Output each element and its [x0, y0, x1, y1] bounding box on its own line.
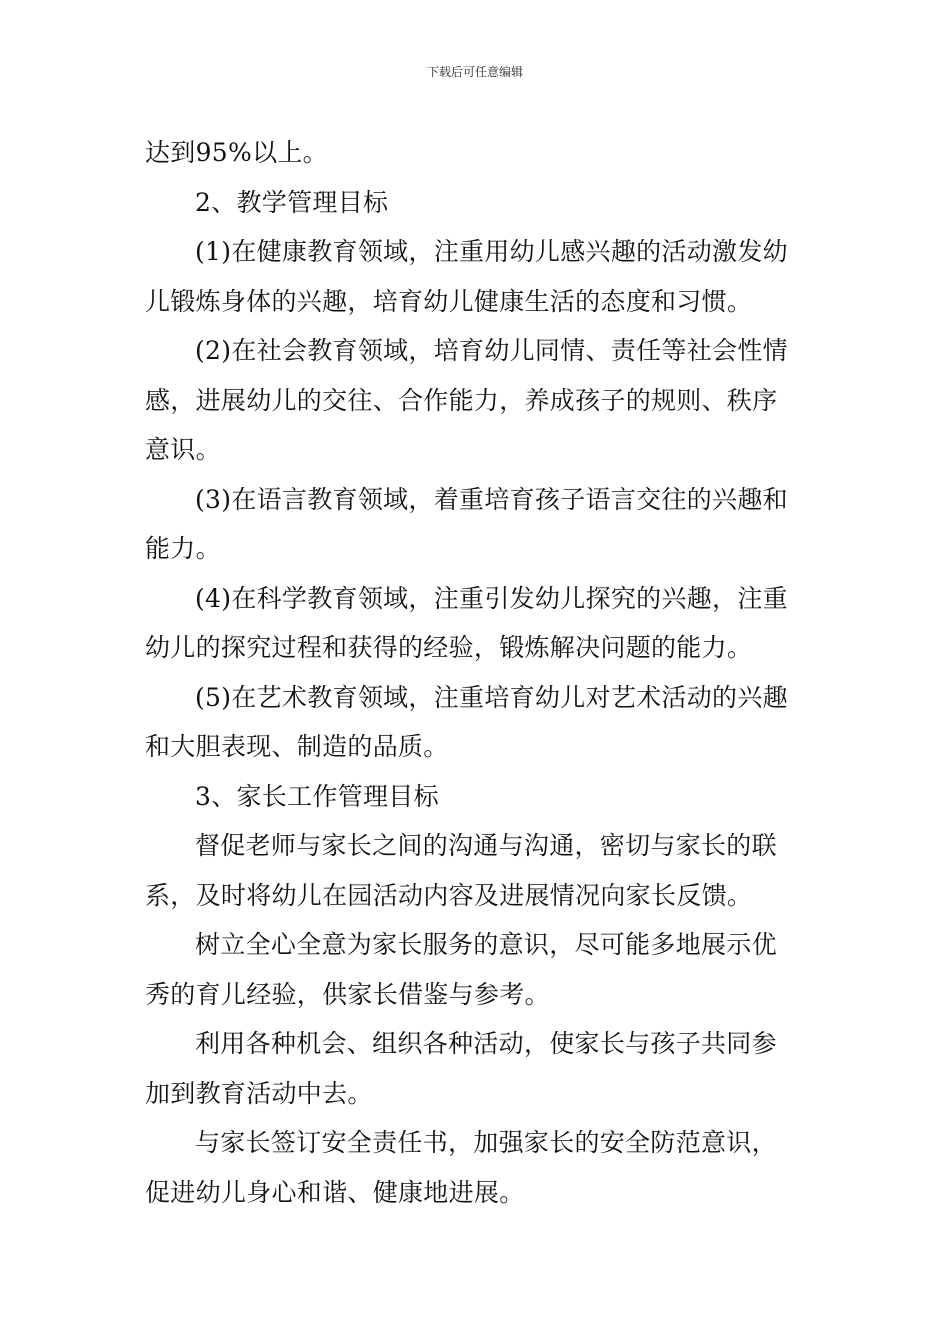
text-line: 能力。: [145, 534, 221, 563]
text-line: (5)在艺术教育领域，注重培育幼儿对艺术活动的兴趣: [195, 682, 788, 712]
text-line: (3)在语言教育领域，着重培育孩子语言交往的兴趣和: [195, 484, 788, 514]
section-heading: 3、家长工作管理目标: [195, 781, 439, 811]
text-line: 意识。: [145, 435, 221, 464]
text-line: 感，进展幼儿的交往、合作能力，养成孩子的规则、秩序: [145, 385, 778, 415]
text-line: (4)在科学教育领域，注重引发幼儿探究的兴趣，注重: [195, 583, 788, 613]
text-line: 督促老师与家长之间的沟通与沟通，密切与家长的联: [195, 831, 777, 860]
text-line: 和大胆表现、制造的品质。: [145, 732, 449, 761]
text-line: 与家长签订安全责任书，加强家长的安全防范意识，: [195, 1128, 777, 1157]
text-line: (2)在社会教育领域，培育幼儿同情、责任等社会性情: [195, 336, 788, 365]
section-heading: 2、教学管理目标: [195, 187, 389, 217]
text-line: 加到教育活动中去。: [145, 1078, 373, 1108]
text-line: 利用各种机会、组织各种活动，使家长与孩子共同参: [195, 1029, 777, 1058]
text-line: (1)在健康教育领域，注重用幼儿感兴趣的活动激发幼: [195, 237, 788, 266]
document-body: [145, 128, 810, 1217]
text-line: 达到95%以上。: [145, 138, 328, 167]
text-line: 树立全心全意为家长服务的意识，尽可能多地展示优: [195, 930, 777, 959]
text-line: 幼儿的探究过程和获得的经验，锻炼解决问题的能力。: [145, 633, 753, 662]
page-header: 下载后可任意编辑: [426, 65, 523, 79]
text-line: 系，及时将幼儿在园活动内容及进展情况向家长反馈。: [145, 880, 753, 910]
text-line: 儿锻炼身体的兴趣，培育幼儿健康生活的态度和习惯。: [145, 286, 753, 316]
text-line: 秀的育儿经验，供家长借鉴与参考。: [145, 979, 550, 1009]
text-line: 促进幼儿身心和谐、健康地进展。: [145, 1177, 525, 1207]
